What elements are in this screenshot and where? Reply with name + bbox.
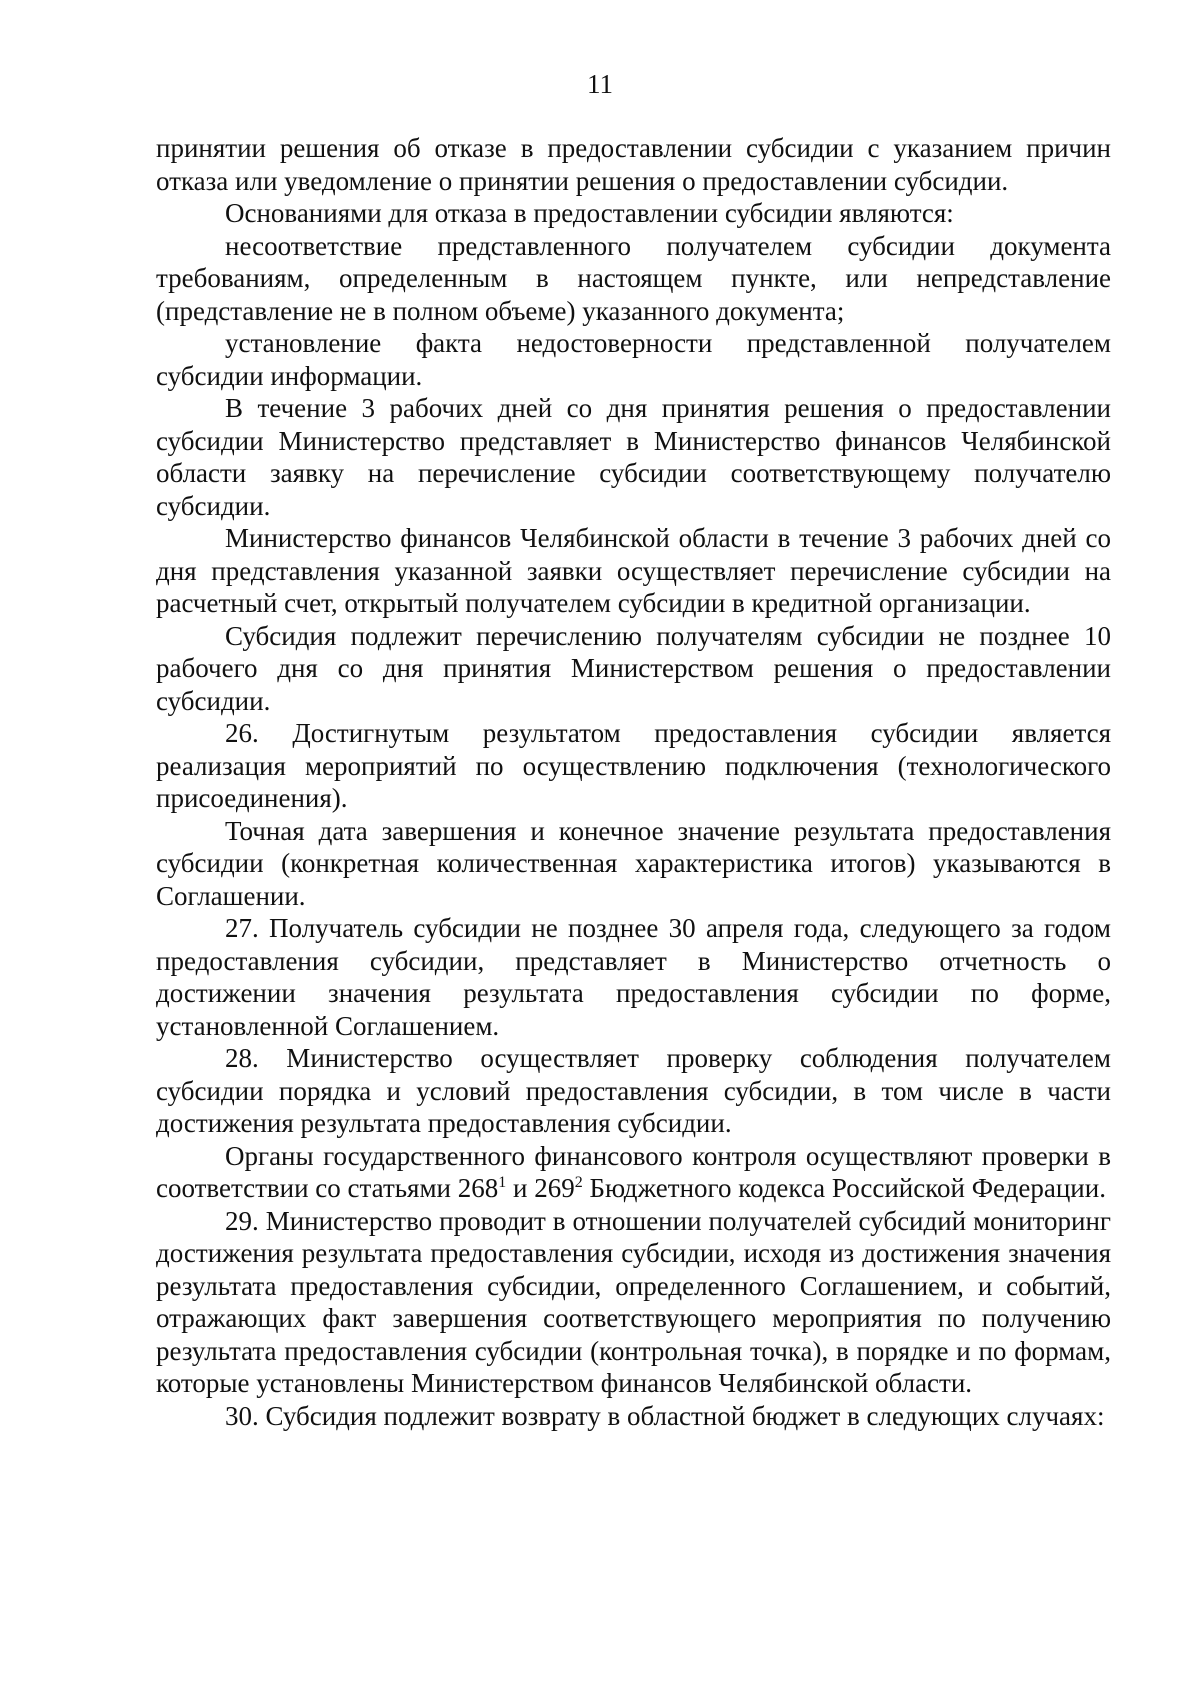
paragraph: Точная дата завершения и конечное значение результата предоставления субсидии (конкретная количественная характеристика итогов) указываются в Соглашении. <box>156 815 1111 911</box>
text-segment: и 269 <box>506 1173 575 1203</box>
paragraph: Субсидия подлежит перечислению получателям субсидии не позднее 10 рабочего дня со дня принятия Министерством решения о предоставлении субсидии. <box>156 620 1111 716</box>
superscript: 1 <box>498 1174 507 1191</box>
paragraph: Министерство финансов Челябинской области в течение 3 рабочих дней со дня представления указанной заявки осуществляет перечисление субсидии на расчетный счет, открытый получателем субсидии в кредитной организации. <box>156 523 1111 618</box>
superscript: 2 <box>574 1174 583 1191</box>
text-segment: Органы государственного финансового контроля осуществляют проверки в соответствии со статьями 268 <box>156 1140 1111 1203</box>
paragraph-item-28: 28. Министерство осуществляет проверку соблюдения получателем субсидии порядка и условий предоставления субсидии, в том числе в части достижения результата предоставления субсидии. <box>156 1043 1111 1138</box>
page-number: 11 <box>587 69 613 99</box>
paragraph-item-27: 27. Получатель субсидии не позднее 30 апреля года, следующего за годом предоставления субсидии, представляет в Министерство отчетность о достижении значения результата предоставления субсидии по форме, установленной Соглашением. <box>156 913 1111 1041</box>
paragraph: Основаниями для отказа в предоставлении субсидии являются: <box>225 198 954 228</box>
paragraph-budget-code-reference <box>156 1140 1111 1205</box>
document-body <box>156 132 1111 1432</box>
paragraph: установление факта недостоверности представленной получателем субсидии информации. <box>156 328 1111 391</box>
paragraph: В течение 3 рабочих дней со дня принятия решения о предоставлении субсидии Министерство представляет в Министерство финансов Челябинской области заявку на перечисление субсидии соответствующему получателю субсидии. <box>156 393 1111 521</box>
text-segment: Бюджетного кодекса Российской Федерации. <box>582 1173 1106 1203</box>
paragraph: принятии решения об отказе в предоставлении субсидии с указанием причин отказа или уведомление о принятии решения о предоставлении субсидии. <box>156 133 1111 196</box>
paragraph-item-29: 29. Министерство проводит в отношении получателей субсидий мониторинг достижения результата предоставления субсидии, исходя из достижения значения результата предоставления субсидии, определенного Соглашением, и событий, отражающих факт завершения соответствующего мероприятия по получению результата предоставления субсидии (контрольная точка), в порядке и по формам, которые установлены Министерством финансов Челябинской области. <box>156 1205 1111 1398</box>
paragraph-item-26: 26. Достигнутым результатом предоставления субсидии является реализация мероприятий по осуществлению подключения (технологического присоединения). <box>156 718 1111 813</box>
paragraph: несоответствие представленного получателем субсидии документа требованиям, определенным в настоящем пункте, или непредставление (представление не в полном объеме) указанного документа; <box>156 230 1111 326</box>
paragraph-item-30: 30. Субсидия подлежит возврату в областной бюджет в следующих случаях: <box>225 1400 1105 1431</box>
